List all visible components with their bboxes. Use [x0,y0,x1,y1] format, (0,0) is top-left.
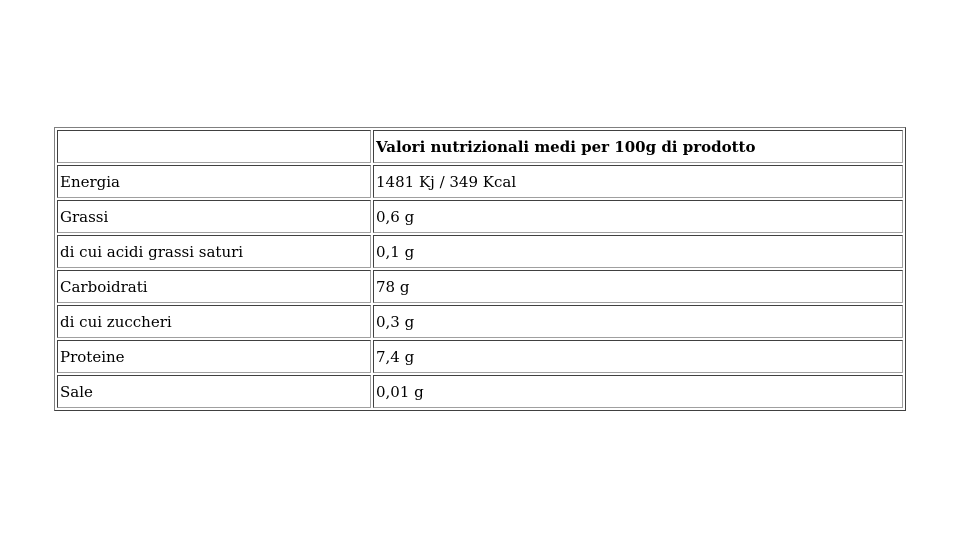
table-row [57,305,903,338]
nutrient-value: 78 g [373,270,903,303]
table-row [57,340,903,373]
nutrient-label: di cui zuccheri [57,305,371,338]
nutrient-label: Grassi [57,200,371,233]
nutrient-label: di cui acidi grassi saturi [57,235,371,268]
nutrient-value: 0,01 g [373,375,903,408]
nutrient-value: 0,6 g [373,200,903,233]
table-row [57,375,903,408]
table-row [57,200,903,233]
nutrition-table [54,127,906,411]
table-row [57,235,903,268]
nutrient-label: Sale [57,375,371,408]
nutrient-value: 0,3 g [373,305,903,338]
table-row [57,270,903,303]
header-label-cell [57,130,371,163]
nutrient-label: Carboidrati [57,270,371,303]
nutrient-label: Proteine [57,340,371,373]
nutrient-value: 1481 Kj / 349 Kcal [373,165,903,198]
table-header-row [57,130,903,163]
nutrient-value: 7,4 g [373,340,903,373]
table-row [57,165,903,198]
header-value-cell: Valori nutrizionali medi per 100g di prodotto [373,130,903,163]
nutrient-label: Energia [57,165,371,198]
nutrient-value: 0,1 g [373,235,903,268]
